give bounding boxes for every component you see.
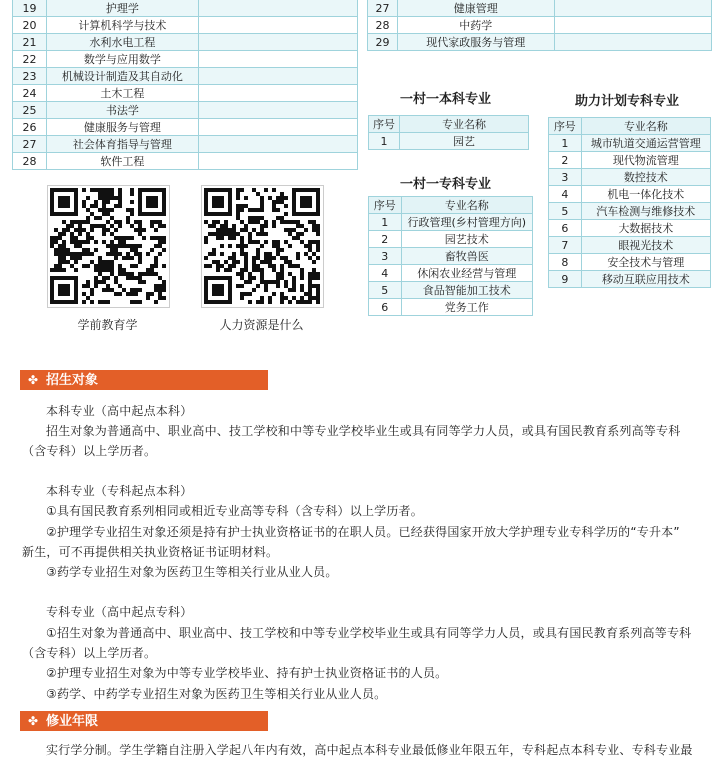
major-name: 畜牧兽医 (401, 248, 532, 265)
empty-cell (198, 136, 357, 153)
table-row (369, 265, 533, 282)
table-row (549, 135, 711, 152)
major-name: 眼视光技术 (581, 237, 710, 254)
major-name: 计算机科学与技术 (46, 17, 198, 34)
table-row (13, 136, 358, 153)
table-row (368, 0, 712, 17)
paragraph: 新生，可不再提供相关执业资格证书证明材料。 (22, 545, 279, 559)
col-header-name: 专业名称 (401, 197, 532, 214)
row-index: 29 (368, 34, 398, 51)
row-index: 25 (13, 102, 47, 119)
table-row (369, 231, 533, 248)
section-banner-years (20, 711, 268, 731)
major-name: 护理学 (46, 0, 198, 17)
col-header-name: 专业名称 (581, 118, 710, 135)
table-row (368, 17, 712, 34)
table-row (369, 282, 533, 299)
diamond-cluster-icon: ✤ (27, 714, 39, 728)
paragraph: 本科专业（专科起点本科） (46, 484, 193, 498)
left-major-table (12, 0, 358, 170)
empty-cell (198, 51, 357, 68)
row-index: 1 (369, 214, 402, 231)
empty-cell (554, 17, 711, 34)
row-index: 20 (13, 17, 47, 34)
table-row (549, 169, 711, 186)
row-index: 2 (369, 231, 402, 248)
banner-label: 招生对象 (46, 373, 99, 388)
table-row (13, 0, 358, 17)
yicun-benke-table (368, 115, 529, 150)
qr-code-right[interactable] (201, 185, 324, 308)
empty-cell (198, 102, 357, 119)
row-index: 3 (369, 248, 402, 265)
major-name: 数学与应用数学 (46, 51, 198, 68)
paragraph: 招生对象为普通高中、职业高中、技工学校和中等专业学校毕业生或具有同等学力人员，或具有国民教育系列高等专科 (46, 424, 681, 438)
row-index: 4 (369, 265, 402, 282)
table-row (13, 51, 358, 68)
row-index: 6 (369, 299, 402, 316)
qr-code-icon (48, 186, 169, 307)
major-name: 社会体育指导与管理 (46, 136, 198, 153)
empty-cell (198, 119, 357, 136)
table-row (549, 220, 711, 237)
yicun-zhuanke-title: 一村一专科专业 (400, 177, 492, 192)
row-index: 19 (13, 0, 47, 17)
major-name: 书法学 (46, 102, 198, 119)
table-row (549, 186, 711, 203)
right-major-table (367, 0, 712, 51)
row-index: 1 (369, 133, 400, 150)
table-row (13, 119, 358, 136)
major-name: 大数据技术 (581, 220, 710, 237)
col-header-name: 专业名称 (399, 116, 528, 133)
major-name: 城市轨道交通运营管理 (581, 135, 710, 152)
qr-code-left[interactable] (47, 185, 170, 308)
table-row (369, 299, 533, 316)
row-index: 26 (13, 119, 47, 136)
row-index: 23 (13, 68, 47, 85)
row-index: 5 (369, 282, 402, 299)
paragraph: ③药学专业招生对象为医药卫生等相关行业从业人员。 (46, 565, 338, 579)
row-index: 7 (549, 237, 582, 254)
major-name: 移动互联应用技术 (581, 271, 710, 288)
table-row (13, 153, 358, 170)
empty-cell (198, 153, 357, 170)
row-index: 27 (368, 0, 398, 17)
table-row (368, 34, 712, 51)
major-name: 健康管理 (397, 0, 554, 17)
table-row (13, 17, 358, 34)
major-name: 休闲农业经营与管理 (401, 265, 532, 282)
table-row (549, 254, 711, 271)
table-row (549, 152, 711, 169)
major-name: 党务工作 (401, 299, 532, 316)
paragraph: （含专科）以上学历者。 (22, 444, 157, 458)
col-header-index: 序号 (549, 118, 582, 135)
row-index: 2 (549, 152, 582, 169)
paragraph: ③药学、中药学专业招生对象为医药卫生等相关行业从业人员。 (46, 687, 387, 701)
table-row (549, 203, 711, 220)
row-index: 28 (13, 153, 47, 170)
table-row (369, 133, 529, 150)
banner-label: 修业年限 (46, 714, 99, 729)
yicun-zhuanke-table (368, 196, 533, 316)
major-name: 汽车检测与维修技术 (581, 203, 710, 220)
major-name: 中药学 (397, 17, 554, 34)
major-name: 机电一体化技术 (581, 186, 710, 203)
qr-label-right: 人力资源是什么 (219, 318, 304, 332)
paragraph: 本科专业（高中起点本科） (46, 404, 193, 418)
qr-code-icon (202, 186, 323, 307)
col-header-index: 序号 (369, 197, 402, 214)
row-index: 4 (549, 186, 582, 203)
table-row (549, 237, 711, 254)
table-row (13, 68, 358, 85)
major-name: 数控技术 (581, 169, 710, 186)
row-index: 27 (13, 136, 47, 153)
zhuli-title: 助力计划专科专业 (575, 94, 680, 109)
major-name: 现代物流管理 (581, 152, 710, 169)
major-name: 健康服务与管理 (46, 119, 198, 136)
paragraph: ①具有国民教育系列相同或相近专业高等专科（含专科）以上学历者。 (46, 504, 423, 518)
table-row (13, 85, 358, 102)
table-row (549, 271, 711, 288)
major-name: 机械设计制造及其自动化 (46, 68, 198, 85)
zhuli-table (548, 117, 711, 288)
empty-cell (554, 34, 711, 51)
major-name: 软件工程 (46, 153, 198, 170)
empty-cell (198, 17, 357, 34)
paragraph: 实行学分制。学生学籍自注册入学起八年内有效，高中起点本科专业最低修业年限五年，专科起点本科专业、专科专业最 (46, 743, 693, 757)
table-row (13, 34, 358, 51)
row-index: 5 (549, 203, 582, 220)
row-index: 1 (549, 135, 582, 152)
col-header-index: 序号 (369, 116, 400, 133)
major-name: 园艺 (399, 133, 528, 150)
empty-cell (198, 34, 357, 51)
major-name: 安全技术与管理 (581, 254, 710, 271)
row-index: 28 (368, 17, 398, 34)
row-index: 9 (549, 271, 582, 288)
table-row (369, 214, 533, 231)
empty-cell (198, 85, 357, 102)
diamond-cluster-icon: ✤ (27, 373, 39, 387)
major-name: 土木工程 (46, 85, 198, 102)
section-banner-enroll (20, 370, 268, 390)
row-index: 6 (549, 220, 582, 237)
paragraph: （含专科）以上学历者。 (22, 646, 157, 660)
row-index: 21 (13, 34, 47, 51)
row-index: 3 (549, 169, 582, 186)
major-name: 水利水电工程 (46, 34, 198, 51)
major-name: 园艺技术 (401, 231, 532, 248)
row-index: 22 (13, 51, 47, 68)
empty-cell (554, 0, 711, 17)
empty-cell (198, 0, 357, 17)
row-index: 8 (549, 254, 582, 271)
paragraph: ②护理学专业招生对象还须是持有护士执业资格证书的在职人员。已经获得国家开放大学护理专业专科学历的“专升本” (46, 525, 680, 539)
table-row (369, 248, 533, 265)
major-name: 行政管理(乡村管理方向) (401, 214, 532, 231)
paragraph: ②护理专业招生对象为中等专业学校毕业、持有护士执业资格证书的人员。 (46, 666, 448, 680)
empty-cell (198, 68, 357, 85)
paragraph: 专科专业（高中起点专科） (46, 605, 193, 619)
paragraph: ①招生对象为普通高中、职业高中、技工学校和中等专业学校毕业生或具有同等学力人员，或具有国民教育系列高等专科 (46, 626, 692, 640)
table-row (13, 102, 358, 119)
yicun-benke-title: 一村一本科专业 (400, 92, 492, 107)
major-name: 现代家政服务与管理 (397, 34, 554, 51)
row-index: 24 (13, 85, 47, 102)
major-name: 食品智能加工技术 (401, 282, 532, 299)
qr-label-left: 学前教育学 (77, 318, 138, 332)
